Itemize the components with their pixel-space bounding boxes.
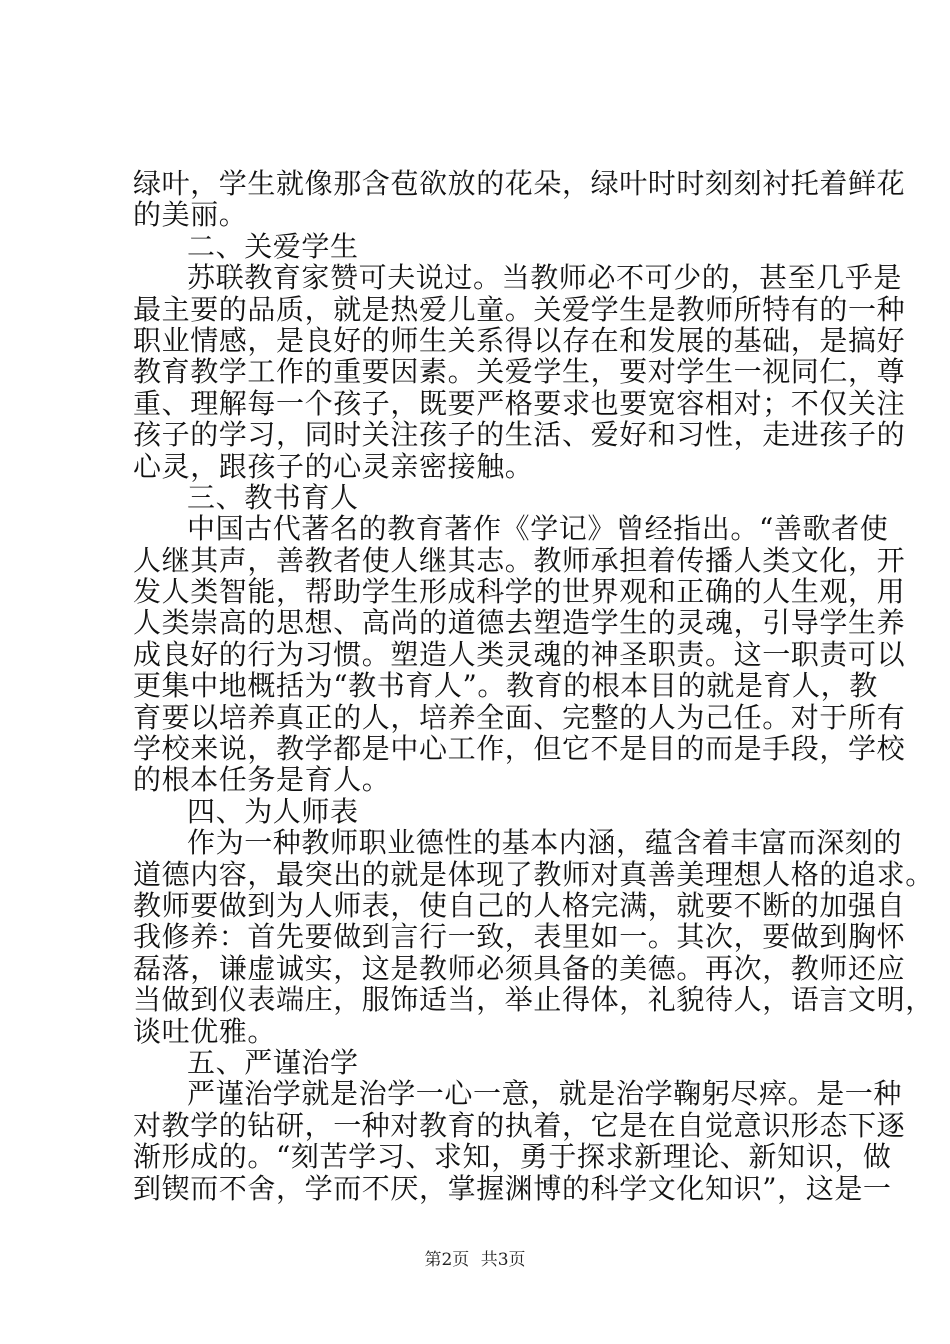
text-line: 渐形成的。“刻苦学习、求知，勇于探求新理论、新知识，做: [133, 1140, 892, 1174]
text-line: 磊落，谦虚诚实，这是教师必须具备的美德。再次，教师还应: [133, 951, 906, 985]
text-line: 最主要的品质，就是热爱儿童。关爱学生是教师所特有的一种: [133, 292, 906, 326]
page-footer: [0, 1245, 950, 1270]
section-heading: 四、为人师表: [187, 794, 359, 828]
page-number: 第2页: [424, 1250, 470, 1270]
text-line: 对教学的钻研，一种对教育的执着，它是在自觉意识形态下逐: [133, 1108, 906, 1142]
text-line: 我修养：首先要做到言行一致，表里如一。其次，要做到胸怀: [133, 920, 906, 954]
section-heading: 五、严谨治学: [187, 1045, 359, 1079]
text-line: 当做到仪表端庄，服饰适当，举止得体，礼貌待人，语言文明，: [133, 983, 934, 1017]
text-line: 孩子的学习，同时关注孩子的生活、爱好和习性，走进孩子的: [133, 418, 906, 452]
section-heading: 二、关爱学生: [187, 229, 359, 263]
text-line: 重、理解每一个孩子，既要严格要求也要宽容相对；不仅关注: [133, 386, 906, 420]
text-line: 职业情感，是良好的师生关系得以存在和发展的基础，是搞好: [133, 323, 906, 357]
text-line: 的根本任务是育人。: [133, 763, 391, 797]
section-heading: 三、教书育人: [187, 480, 359, 514]
page-total: 共3页: [480, 1250, 526, 1270]
text-line: 苏联教育家赞可夫说过。当教师必不可少的，甚至几乎是: [187, 261, 903, 295]
text-line: 发人类智能，帮助学生形成科学的世界观和正确的人生观，用: [133, 575, 906, 609]
text-line: 人继其声，善教者使人继其志。教师承担着传播人类文化，开: [133, 543, 906, 577]
text-line: 的美丽。: [133, 198, 248, 232]
text-line: 成良好的行为习惯。塑造人类灵魂的神圣职责。这一职责可以: [133, 637, 906, 671]
text-line: 道德内容，最突出的就是体现了教师对真善美理想人格的追求。: [133, 857, 934, 891]
body-text: [133, 167, 934, 1205]
text-line: 到锲而不舍，学而不厌，掌握渊博的科学文化知识”，这是一: [133, 1171, 892, 1205]
text-line: 人类崇高的思想、高尚的道德去塑造学生的灵魂，引导学生养: [133, 606, 906, 640]
text-line: 育要以培养真正的人，培养全面、完整的人为己任。对于所有: [133, 700, 906, 734]
text-line: 谈吐优雅。: [133, 1014, 277, 1048]
text-line: 教育教学工作的重要因素。关爱学生，要对学生一视同仁，尊: [133, 355, 906, 389]
text-line: 严谨治学就是治学一心一意，就是治学鞠躬尽瘁。是一种: [187, 1077, 903, 1111]
text-line: 作为一种教师职业德性的基本内涵，蕴含着丰富而深刻的: [187, 826, 903, 860]
text-line: 中国古代著名的教育著作《学记》曾经指出。“善歌者使: [187, 512, 889, 546]
text-line: 更集中地概括为“教书育人”。教育的根本目的就是育人，教: [133, 669, 878, 703]
text-line: 教师要做到为人师表，使自己的人格完满，就要不断的加强自: [133, 888, 906, 922]
text-line: 心灵，跟孩子的心灵亲密接触。: [133, 449, 534, 483]
text-line: 绿叶，学生就像那含苞欲放的花朵，绿叶时时刻刻衬托着鲜花: [133, 167, 906, 200]
text-line: 学校来说，教学都是中心工作，但它不是目的而是手段，学校: [133, 732, 906, 766]
